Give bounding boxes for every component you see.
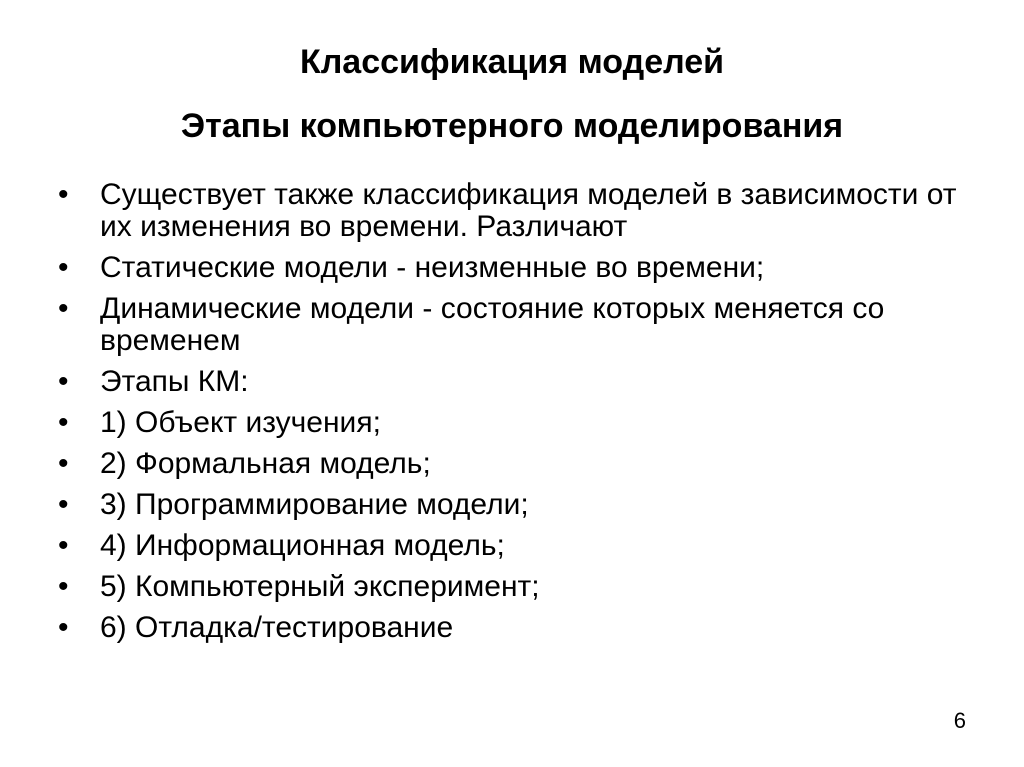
- bullet-icon: •: [58, 447, 69, 480]
- bullet-item: [58, 489, 988, 521]
- bullet-icon: •: [58, 365, 69, 398]
- bullet-item: [58, 530, 988, 562]
- bullet-icon: •: [58, 611, 69, 644]
- bullet-list: [58, 179, 988, 653]
- bullet-text: 2) Формальная модель;: [100, 447, 431, 480]
- bullet-item: [58, 571, 988, 603]
- slide-title: Классификация моделей: [299, 43, 725, 81]
- bullet-text: 6) Отладка/тестирование: [100, 611, 454, 644]
- bullet-text: Этапы КМ:: [100, 365, 249, 398]
- bullet-item: [58, 179, 988, 243]
- bullet-icon: •: [58, 251, 69, 284]
- slide-subtitle: Этапы компьютерного моделирования: [180, 107, 844, 145]
- bullet-item: [58, 293, 988, 357]
- bullet-text: 5) Компьютерный эксперимент;: [100, 570, 540, 603]
- bullet-text: Существует также классификация моделей в зависимости от их изменения во времени. Различают: [100, 178, 957, 243]
- bullet-item: [58, 252, 988, 284]
- bullet-text: Динамические модели - состояние которых меняется со временем: [100, 292, 885, 357]
- bullet-icon: •: [58, 178, 69, 211]
- page-number: 6: [953, 708, 966, 733]
- bullet-icon: •: [58, 488, 69, 521]
- bullet-icon: •: [58, 529, 69, 562]
- bullet-text: 3) Программирование модели;: [100, 488, 529, 521]
- bullet-text: 1) Объект изучения;: [100, 406, 381, 439]
- bullet-item: [58, 366, 988, 398]
- bullet-icon: •: [58, 406, 69, 439]
- bullet-item: [58, 407, 988, 439]
- bullet-text: 4) Информационная модель;: [100, 529, 505, 562]
- bullet-icon: •: [58, 570, 69, 603]
- bullet-icon: •: [58, 292, 69, 325]
- bullet-item: [58, 612, 988, 644]
- bullet-item: [58, 448, 988, 480]
- bullet-text: Статические модели - неизменные во времени;: [100, 251, 765, 284]
